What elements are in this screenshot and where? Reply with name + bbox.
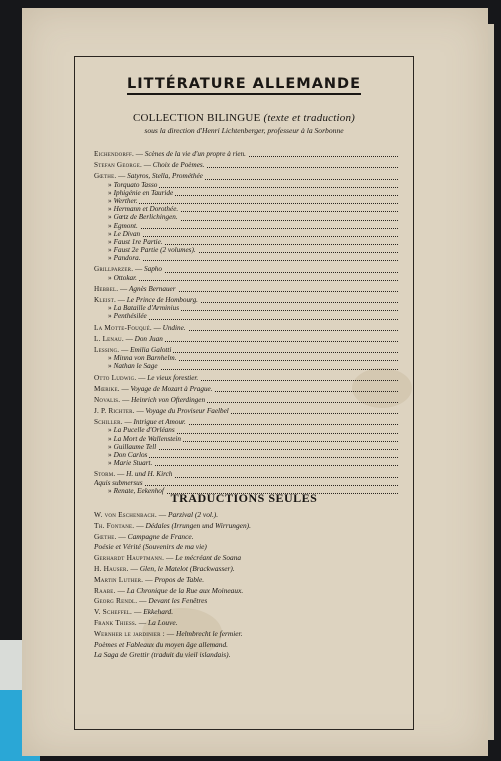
list-item: Grillparzer. — Sapho — [94, 265, 406, 273]
entry-work: Agnès Bernauer — [129, 284, 176, 293]
list-item — [94, 435, 406, 443]
list-item: Eichendorff. — Scènes de la vie d'un propre à rien. — [94, 150, 406, 158]
entry-work: Choix de Poèmes. — [152, 161, 205, 170]
list-item: Kleist. — Le Prince de Hombourg. — [94, 296, 406, 304]
entry-author: » — [108, 312, 112, 321]
entry-work: Gœtz de Berlichingen. — [113, 213, 178, 222]
list-item: Raabe. — La Chronique de la Rue aux Moineaux. — [94, 585, 244, 595]
entry-author: » — [108, 254, 112, 263]
entry-author: » — [108, 237, 112, 246]
entry-author: Grillparzer. — [94, 265, 134, 274]
entry-author: Wernher le jardinier : — [94, 628, 165, 638]
entry-work: Voyage de Mozart à Prague. — [130, 384, 213, 393]
entry-author: » — [108, 180, 112, 189]
collection-title — [74, 112, 414, 124]
list-item — [94, 650, 406, 661]
list-item: Th. Fontane. — Dédales (Irrungen und Wirrungen). — [94, 520, 251, 530]
collection-direction: sous la direction d'Henri Lichtenberger, professeur à la Sorbonne — [144, 126, 344, 135]
entry-author: J. P. Richter. — [94, 407, 135, 416]
list-item — [94, 246, 406, 254]
entry-work: Faust 1re Partie. — [113, 237, 163, 246]
entry-work: Helmbrecht le fermier. — [176, 628, 243, 638]
list-item: W. von Eschenbach. — Parzival (2 vol.). — [94, 510, 219, 519]
list-item — [94, 189, 406, 197]
list-item: Frank Thiess. — La Louve. — [94, 617, 178, 627]
entry-author: » — [108, 205, 112, 214]
entry-work: Satyros, Stella, Prométhée — [127, 172, 203, 181]
list-item — [94, 304, 406, 312]
list-item — [94, 479, 406, 487]
entry-author: La Motte-Fouqué. — [94, 323, 152, 332]
list-item — [94, 274, 406, 282]
entry-author: Lessing. — [94, 345, 120, 354]
bilingue-list — [94, 150, 406, 495]
entry-work: Torquato Tasso — [113, 180, 158, 189]
entry-author: » — [108, 362, 112, 371]
list-item: Lessing. — Emilia Galotti — [94, 346, 406, 354]
list-item: V. Scheffel. — Ekkehard. — [94, 607, 174, 617]
entry-work: Campagne de France. — [127, 531, 194, 541]
entry-work: La Saga de Grettir (traduit du vieil islandais). — [94, 650, 231, 660]
entry-author: » — [108, 273, 112, 282]
entry-work: Werther. — [113, 196, 138, 205]
list-item — [94, 443, 406, 451]
entry-author: » — [108, 213, 112, 222]
entry-author: Raabe. — [94, 585, 116, 595]
list-item: H. Hauser. — Glen, le Matelot (Brackwasser). — [94, 563, 235, 573]
list-item — [94, 238, 406, 246]
entry-author: » — [108, 426, 112, 435]
entry-author: Kleist. — [94, 296, 116, 304]
entry-author: Mœrike. — [94, 384, 120, 393]
entry-work: Undine. — [162, 323, 186, 332]
entry-work: Faust 2e Partie (2 volumes). — [113, 246, 196, 255]
entry-work: Nathan le Sage — [113, 362, 158, 371]
entry-work: Don Carlos — [113, 451, 148, 459]
entry-work: Le Prince de Hombourg. — [126, 296, 198, 304]
entry-work: Don Juan — [134, 334, 163, 343]
entry-work: Le Divan — [113, 229, 141, 238]
list-item: Gœthe. — Satyros, Stella, Prométhée — [94, 172, 406, 180]
entry-work: Ottokar. — [113, 273, 137, 282]
entry-work: Ekkehard. — [143, 607, 174, 617]
entry-work: Emilia Galotti — [130, 345, 172, 354]
entry-work: Sapho — [144, 265, 162, 274]
list-item: Stefan George. — Choix de Poèmes. — [94, 161, 406, 169]
entry-author: Otto Ludwig. — [94, 373, 137, 382]
entry-author: Schiller. — [94, 418, 123, 427]
entry-author: Novalis. — [94, 395, 121, 404]
entry-author: Storm. — [94, 470, 116, 479]
list-item — [94, 197, 406, 205]
entry-work: Marie Stuart. — [113, 459, 153, 468]
list-item — [94, 354, 406, 362]
entry-work: Hermann et Dorothée. — [113, 205, 179, 214]
list-item — [94, 542, 406, 553]
list-item — [94, 426, 406, 434]
entry-work: Glen, le Matelot (Brackwasser). — [139, 563, 235, 573]
entry-author: Eichendorff. — [94, 150, 134, 158]
entry-author: Frank Thiess. — [94, 617, 137, 627]
entry-work: Poèmes et Fableaux du moyen âge allemand. — [94, 639, 229, 649]
entry-work: Heinrich von Ofterdingen — [131, 395, 206, 404]
entry-work: Renate, Eekenhof — [113, 486, 164, 495]
entry-work: La Bataille d'Arminius — [113, 304, 180, 313]
entry-work: Penthésilée — [113, 312, 147, 321]
list-item: J. P. Richter. — Voyage du Proviseur Faelbel — [94, 407, 406, 415]
leader-dots — [94, 279, 398, 281]
list-item — [94, 222, 406, 230]
entry-author: » — [108, 229, 112, 238]
entry-work: La Chronique de la Rue aux Moineaux. — [126, 585, 244, 595]
entry-work: La Pucelle d'Orléans — [113, 426, 175, 435]
entry-work: Aquis submersus — [94, 478, 143, 487]
entry-work: Devant les Fenêtres — [148, 596, 208, 606]
list-item — [94, 254, 406, 262]
entry-work: La Louve. — [147, 617, 178, 627]
entry-author: » — [108, 304, 112, 313]
leader-dots — [94, 202, 398, 204]
list-item: Novalis. — Heinrich von Ofterdingen — [94, 396, 406, 404]
collection-name: COLLECTION BILINGUE — [132, 112, 261, 124]
page-title: LITTÉRATURE ALLEMANDE — [74, 76, 414, 92]
entry-author: Gœthe. — [94, 531, 117, 541]
entry-author: » — [108, 354, 112, 363]
list-item: La Motte-Fouqué. — Undine. — [94, 324, 406, 332]
entry-author: » — [108, 486, 112, 495]
list-item — [94, 312, 406, 320]
entry-author: » — [108, 196, 112, 205]
list-item: Gerhardt Hauptmann. — Le mécréant de Soana — [94, 553, 242, 563]
list-item: Gœthe. — Campagne de France. — [94, 531, 194, 541]
entry-work: Minna von Barnhelm. — [113, 354, 177, 363]
list-item — [94, 459, 406, 467]
entry-work: Voyage du Proviseur Faelbel — [145, 407, 229, 416]
list-item — [94, 640, 406, 651]
list-item: Mœrike. — Voyage de Mozart à Prague. — [94, 385, 406, 393]
list-item: Otto Ludwig. — Le vieux forestier. — [94, 374, 406, 382]
list-item — [94, 213, 406, 221]
entry-work: Le mécréant de Soana — [175, 553, 242, 563]
list-item — [94, 181, 406, 189]
list-item: Martin Luther. — Propos de Table. — [94, 574, 205, 584]
entry-author: Stefan George. — [94, 161, 142, 170]
entry-author: Th. Fontane. — [94, 520, 135, 530]
entry-author: » — [108, 451, 112, 459]
list-item — [94, 362, 406, 370]
list-item: Schiller. — Intrigue et Amour. — [94, 418, 406, 426]
list-item — [94, 451, 406, 459]
entry-work: Le vieux forestier. — [147, 373, 199, 382]
list-item: Hebbel. — Agnès Bernauer — [94, 285, 406, 293]
entry-author: » — [108, 459, 112, 468]
entry-author: Hebbel. — [94, 284, 119, 293]
entry-author: Martin Luther. — [94, 574, 144, 584]
entry-work: Parzival (2 vol.). — [168, 510, 219, 519]
entry-work: La Mort de Wallenstein — [113, 434, 182, 443]
entry-work: Egmont. — [113, 221, 138, 230]
entry-author: » — [108, 246, 112, 255]
entry-author: H. Hauser. — [94, 563, 129, 573]
traductions-heading: TRADUCTIONS SEULES — [170, 491, 318, 505]
entry-work: Poésie et Vérité (Souvenirs de ma vie) — [94, 542, 207, 552]
list-item — [94, 205, 406, 213]
list-item: Storm. — H. und H. Kirch — [94, 470, 406, 478]
entry-work: Iphigénie en Tauride — [113, 188, 174, 197]
entry-author: Gerhardt Hauptmann. — [94, 553, 165, 563]
entry-work: Guillaume Tell — [113, 442, 157, 451]
entry-author: V. Scheffel. — [94, 607, 133, 617]
entry-work: Dédales (Irrungen und Wirrungen). — [145, 520, 251, 530]
entry-work: Propos de Table. — [154, 574, 205, 584]
traductions-list — [94, 510, 406, 661]
entry-author: L. Lenau. — [94, 334, 124, 343]
entry-author: » — [108, 442, 112, 451]
entry-author: » — [108, 221, 112, 230]
entry-work: H. und H. Kirch — [126, 470, 173, 479]
entry-author: » — [108, 188, 112, 197]
list-item: Wernher le jardinier : — Helmbrecht le fermier. — [94, 628, 243, 638]
entry-author: » — [108, 434, 112, 443]
list-item — [94, 230, 406, 238]
entry-work: Pandora. — [113, 254, 141, 263]
list-item: Georg Rendl. — Devant les Fenêtres — [94, 596, 208, 606]
entry-author: Georg Rendl. — [94, 596, 138, 606]
entry-author: W. von Eschenbach. — [94, 510, 157, 519]
entry-author: Gœthe. — [94, 172, 117, 181]
entry-work: Scènes de la vie d'un propre à rien. — [144, 150, 246, 158]
collection-subtitle: (texte et traduction) — [263, 112, 356, 124]
list-item: L. Lenau. — Don Juan — [94, 335, 406, 343]
entry-work: Intrigue et Amour. — [133, 418, 186, 427]
